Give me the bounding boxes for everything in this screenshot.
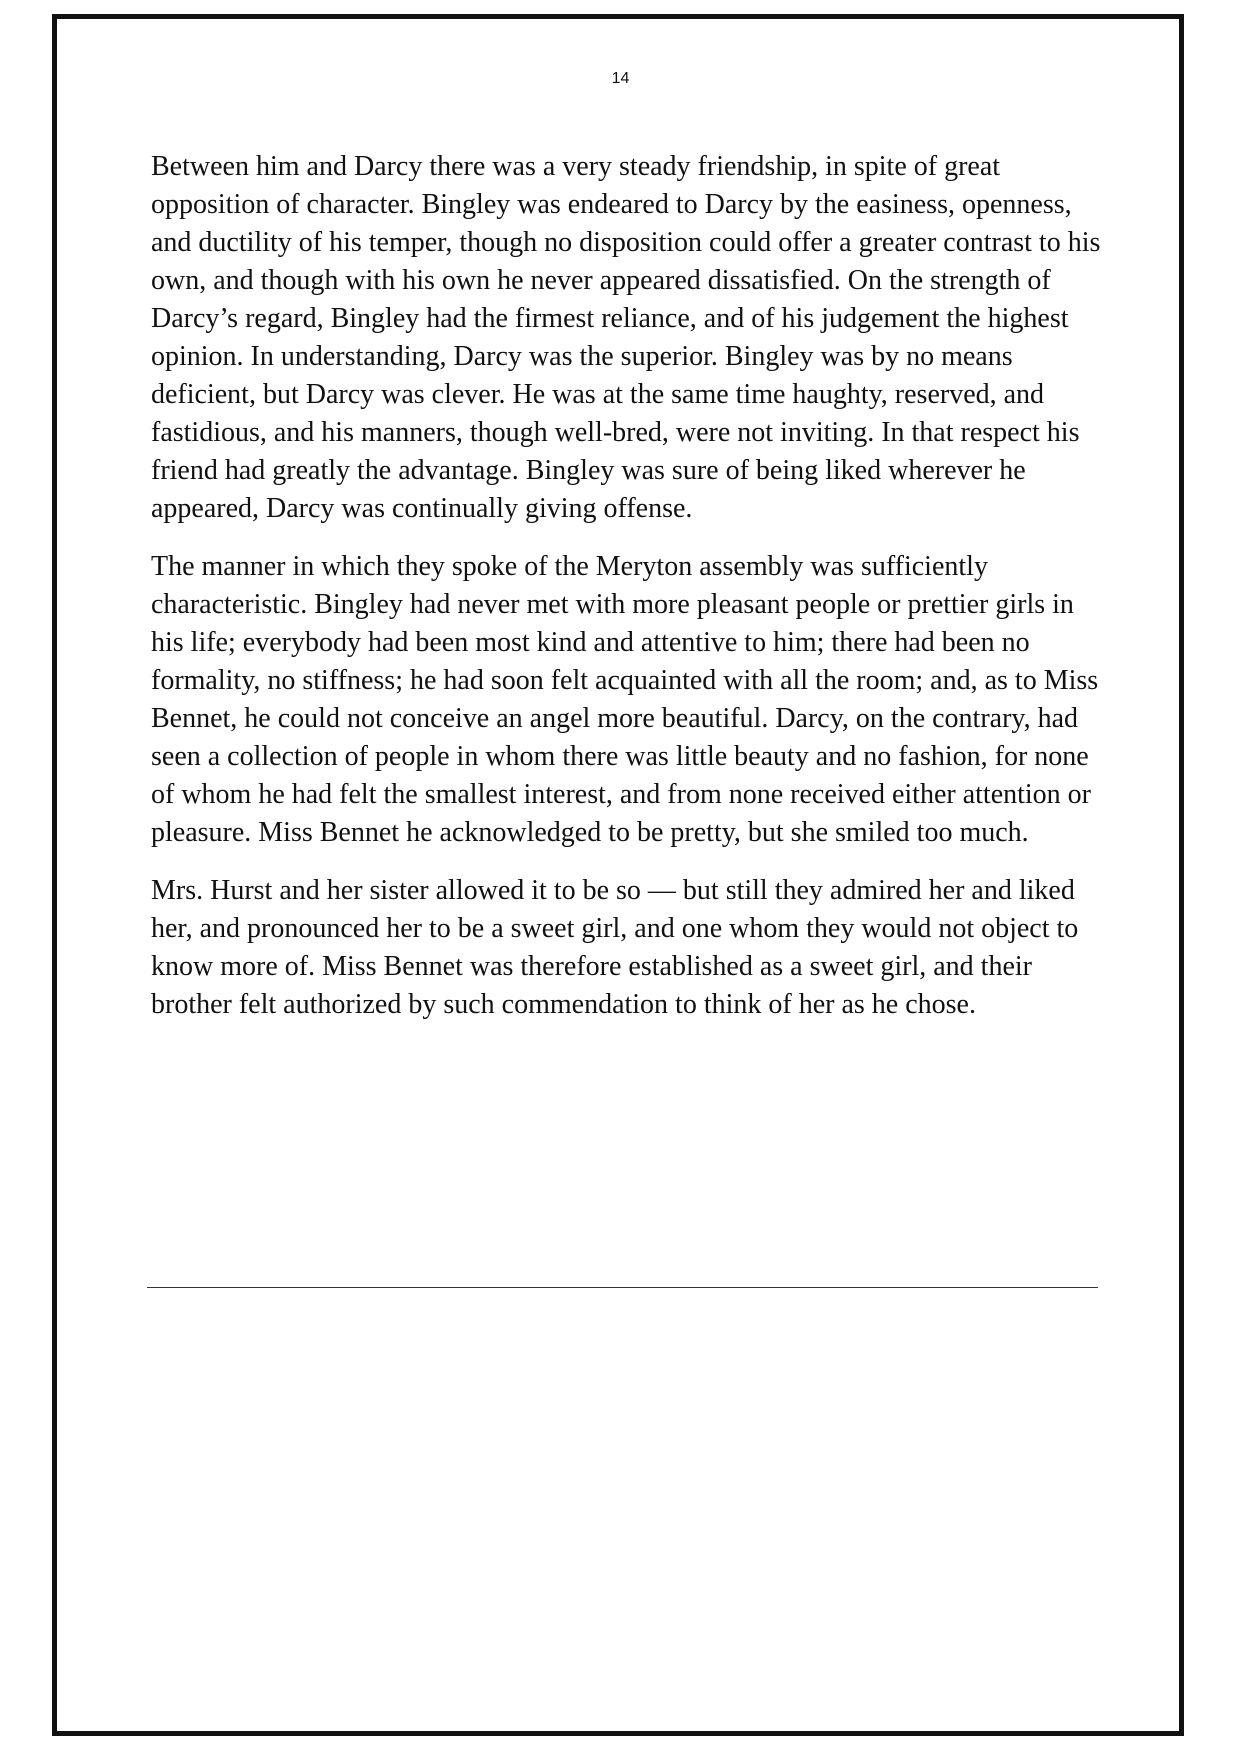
- paragraph-1: Between him and Darcy there was a very steady friendship, in spite of great opposition of character. Bingley was endeared to Darcy by the easiness, openness, and ductility of his temper, though no disposition could offer a greater contrast to his own, and though with his own he never appeared dissatisfied. On the strength of Darcy’s regard, Bingley had the firmest reliance, and of his judgement the highest opinion. In understanding, Darcy was the superior. Bingley was by no means deficient, but Darcy was clever. He was at the same time haughty, reserved, and fastidious, and his manners, though well-bred, were not inviting. In that respect his friend had greatly the advantage. Bingley was sure of being liked wherever he appeared, Darcy was continually giving offense.: [151, 151, 1101, 524]
- paragraph-3: Mrs. Hurst and her sister allowed it to be so — but still they admired her and liked her, and pronounced her to be a sweet girl, and one whom they would not object to know more of. Miss Bennet was therefore established as a sweet girl, and their brother felt authorized by such commendation to think of her as he chose.: [151, 875, 1079, 1020]
- body-text: [151, 148, 1101, 1044]
- paragraph-2: The manner in which they spoke of the Meryton assembly was sufficiently characteristic. Bingley had never met with more pleasant people or prettier girls in his life; everybody had been most kind and attentive to him; there had been no formality, no stiffness; he had soon felt acquainted with all the room; and, as to Miss Bennet, he could not conceive an angel more beautiful. Darcy, on the contrary, had seen a collection of people in whom there was little beauty and no fashion, for none of whom he had felt the smallest interest, and from none received either attention or pleasure. Miss Bennet he acknowledged to be pretty, but she smiled too much.: [151, 551, 1099, 848]
- page-number: 14: [611, 70, 630, 87]
- section-divider: [147, 1287, 1098, 1288]
